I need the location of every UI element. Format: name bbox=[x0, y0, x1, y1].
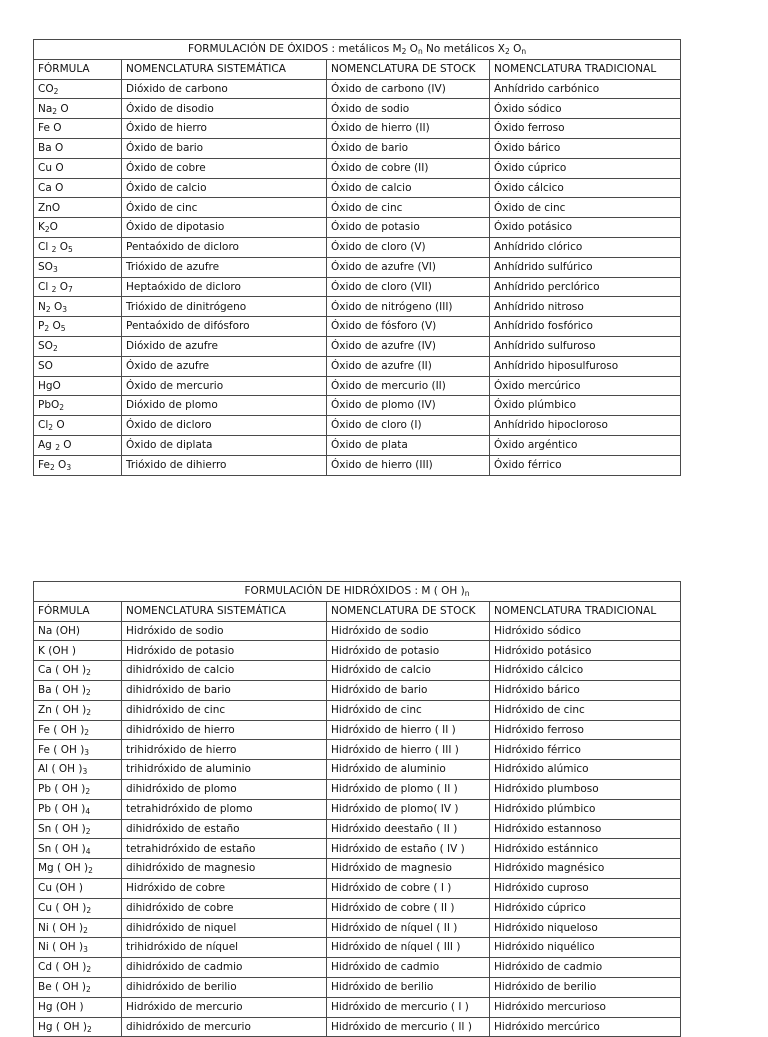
cell-tradicional: Anhídrido sulfuroso bbox=[490, 336, 681, 356]
cell-tradicional: Anhídrido clórico bbox=[490, 237, 681, 257]
hidroxidos-title-row bbox=[34, 582, 681, 602]
cell-tradicional: Hidróxido de cinc bbox=[490, 700, 681, 720]
table-row bbox=[34, 178, 681, 198]
cell-formula: Ni ( OH )$_3$ bbox=[34, 938, 122, 958]
cell-tradicional: Hidróxido mercúrico bbox=[490, 1017, 681, 1037]
cell-stock: Óxido de calcio bbox=[327, 178, 490, 198]
cell-formula: K (OH ) bbox=[34, 641, 122, 661]
cell-sistematica: Hidróxido de potasio bbox=[122, 641, 327, 661]
cell-stock: Hidróxido de sodio bbox=[327, 621, 490, 641]
table-row bbox=[34, 720, 681, 740]
cell-formula: PbO$_2$ bbox=[34, 396, 122, 416]
cell-tradicional: Óxido cúprico bbox=[490, 158, 681, 178]
oxidos-table bbox=[33, 39, 681, 476]
cell-formula: Ca O bbox=[34, 178, 122, 198]
table-row bbox=[34, 661, 681, 681]
cell-sistematica: Trióxido de dihierro bbox=[122, 455, 327, 475]
cell-stock: Óxido de cobre (II) bbox=[327, 158, 490, 178]
cell-formula: Cd ( OH )$_2$ bbox=[34, 958, 122, 978]
cell-sistematica: tetrahidróxido de plomo bbox=[122, 799, 327, 819]
cell-sistematica: Óxido de dicloro bbox=[122, 416, 327, 436]
header-formula: FÓRMULA bbox=[34, 601, 122, 621]
table-row bbox=[34, 396, 681, 416]
header-tradicional: NOMENCLATURA TRADICIONAL bbox=[490, 59, 681, 79]
table-row bbox=[34, 680, 681, 700]
cell-tradicional: Hidróxido estánnico bbox=[490, 839, 681, 859]
cell-tradicional: Óxido de cinc bbox=[490, 198, 681, 218]
cell-formula: $P_2$ $O_5$ bbox=[34, 317, 122, 337]
cell-sistematica: dihidróxido de estaño bbox=[122, 819, 327, 839]
cell-formula: Cu (OH ) bbox=[34, 878, 122, 898]
cell-formula: Ni ( OH )$_2$ bbox=[34, 918, 122, 938]
cell-sistematica: Hidróxido de cobre bbox=[122, 878, 327, 898]
cell-tradicional: Anhídrido sulfúrico bbox=[490, 257, 681, 277]
cell-stock: Óxido de azufre (IV) bbox=[327, 336, 490, 356]
table-row bbox=[34, 257, 681, 277]
cell-stock: Hidróxido de cinc bbox=[327, 700, 490, 720]
cell-sistematica: dihidróxido de cobre bbox=[122, 898, 327, 918]
cell-sistematica: Óxido de mercurio bbox=[122, 376, 327, 396]
cell-tradicional: Hidróxido sódico bbox=[490, 621, 681, 641]
cell-stock: Óxido de potasio bbox=[327, 218, 490, 238]
cell-sistematica: Dióxido de plomo bbox=[122, 396, 327, 416]
cell-stock: Óxido de sodio bbox=[327, 99, 490, 119]
cell-tradicional: Hidróxido cálcico bbox=[490, 661, 681, 681]
table-row bbox=[34, 158, 681, 178]
cell-sistematica: trihidróxido de níquel bbox=[122, 938, 327, 958]
cell-stock: Hidróxido de hierro ( II ) bbox=[327, 720, 490, 740]
cell-stock: Hidróxido de magnesio bbox=[327, 859, 490, 879]
cell-tradicional: Hidróxido mercurioso bbox=[490, 997, 681, 1017]
table-row bbox=[34, 898, 681, 918]
cell-sistematica: tetrahidróxido de estaño bbox=[122, 839, 327, 859]
cell-tradicional: Óxido ferroso bbox=[490, 119, 681, 139]
header-sistematica: NOMENCLATURA SISTEMÁTICA bbox=[122, 601, 327, 621]
header-stock: NOMENCLATURA DE STOCK bbox=[327, 601, 490, 621]
cell-sistematica: dihidróxido de cinc bbox=[122, 700, 327, 720]
cell-formula: Ba ( OH )$_2$ bbox=[34, 680, 122, 700]
cell-tradicional: Hidróxido magnésico bbox=[490, 859, 681, 879]
cell-sistematica: trihidróxido de aluminio bbox=[122, 760, 327, 780]
cell-stock: Hidróxido de plomo( IV ) bbox=[327, 799, 490, 819]
table-row bbox=[34, 79, 681, 99]
cell-tradicional: Hidróxido niqueloso bbox=[490, 918, 681, 938]
cell-sistematica: Óxido de hierro bbox=[122, 119, 327, 139]
table-row bbox=[34, 455, 681, 475]
cell-sistematica: Trióxido de azufre bbox=[122, 257, 327, 277]
table-row bbox=[34, 938, 681, 958]
cell-tradicional: Óxido plúmbico bbox=[490, 396, 681, 416]
cell-formula: Sn ( OH )$_4$ bbox=[34, 839, 122, 859]
cell-tradicional: Hidróxido potásico bbox=[490, 641, 681, 661]
cell-formula: Al ( OH )$_3$ bbox=[34, 760, 122, 780]
table-row bbox=[34, 376, 681, 396]
table-row bbox=[34, 799, 681, 819]
cell-formula: Fe ( OH )$_3$ bbox=[34, 740, 122, 760]
cell-stock: Óxido de azufre (VI) bbox=[327, 257, 490, 277]
cell-formula: $SO_2$ bbox=[34, 336, 122, 356]
cell-formula: $Na_2$ O bbox=[34, 99, 122, 119]
cell-sistematica: dihidróxido de hierro bbox=[122, 720, 327, 740]
cell-tradicional: Hidróxido cuproso bbox=[490, 878, 681, 898]
cell-stock: Óxido de plomo (IV) bbox=[327, 396, 490, 416]
cell-formula: Pb ( OH )$_2$ bbox=[34, 779, 122, 799]
cell-formula: $N_2$ $O_3$ bbox=[34, 297, 122, 317]
cell-formula: Na (OH) bbox=[34, 621, 122, 641]
table-row bbox=[34, 997, 681, 1017]
cell-stock: Hidróxido de berilio bbox=[327, 977, 490, 997]
cell-stock: Hidróxido de cadmio bbox=[327, 958, 490, 978]
cell-sistematica: Pentaóxido de difósforo bbox=[122, 317, 327, 337]
cell-formula: Hg (OH ) bbox=[34, 997, 122, 1017]
cell-sistematica: Dióxido de azufre bbox=[122, 336, 327, 356]
cell-formula: Fe O bbox=[34, 119, 122, 139]
cell-formula: ZnO bbox=[34, 198, 122, 218]
table-row bbox=[34, 317, 681, 337]
oxidos-header-row bbox=[34, 59, 681, 79]
cell-tradicional: Anhídrido hiposulfuroso bbox=[490, 356, 681, 376]
cell-sistematica: Óxido de diplata bbox=[122, 435, 327, 455]
table-row bbox=[34, 198, 681, 218]
cell-stock: Hidróxido de mercurio ( II ) bbox=[327, 1017, 490, 1037]
cell-sistematica: Óxido de calcio bbox=[122, 178, 327, 198]
table-row bbox=[34, 641, 681, 661]
table-row bbox=[34, 119, 681, 139]
cell-tradicional: Anhídrido fosfórico bbox=[490, 317, 681, 337]
table-row bbox=[34, 977, 681, 997]
cell-tradicional: Hidróxido plumboso bbox=[490, 779, 681, 799]
cell-formula: $Fe_2$ $O_3$ bbox=[34, 455, 122, 475]
cell-stock: Óxido de hierro (III) bbox=[327, 455, 490, 475]
cell-sistematica: dihidróxido de bario bbox=[122, 680, 327, 700]
cell-formula: Sn ( OH )$_2$ bbox=[34, 819, 122, 839]
cell-sistematica: Heptaóxido de dicloro bbox=[122, 277, 327, 297]
cell-stock: Hidróxido de cobre ( II ) bbox=[327, 898, 490, 918]
cell-sistematica: dihidróxido de plomo bbox=[122, 779, 327, 799]
header-formula: FÓRMULA bbox=[34, 59, 122, 79]
cell-formula: Cl $_2$ $O_7$ bbox=[34, 277, 122, 297]
table-row bbox=[34, 700, 681, 720]
cell-formula: Ag $_2$ O bbox=[34, 435, 122, 455]
cell-formula: Hg ( OH )$_2$ bbox=[34, 1017, 122, 1037]
cell-formula: $CO_2$ bbox=[34, 79, 122, 99]
table-row bbox=[34, 218, 681, 238]
cell-formula: Mg ( OH )$_2$ bbox=[34, 859, 122, 879]
table-row bbox=[34, 138, 681, 158]
cell-sistematica: Óxido de dipotasio bbox=[122, 218, 327, 238]
cell-tradicional: Hidróxido férrico bbox=[490, 740, 681, 760]
cell-formula: Ba O bbox=[34, 138, 122, 158]
cell-tradicional: Hidróxido bárico bbox=[490, 680, 681, 700]
cell-stock: Hidróxido de níquel ( II ) bbox=[327, 918, 490, 938]
cell-formula: Cl $_2$ $O_5$ bbox=[34, 237, 122, 257]
table-row bbox=[34, 859, 681, 879]
cell-tradicional: Óxido potásico bbox=[490, 218, 681, 238]
cell-tradicional: Anhídrido carbónico bbox=[490, 79, 681, 99]
cell-formula: Cu O bbox=[34, 158, 122, 178]
table-row bbox=[34, 779, 681, 799]
cell-sistematica: dihidróxido de berilio bbox=[122, 977, 327, 997]
cell-stock: Óxido de nitrógeno (III) bbox=[327, 297, 490, 317]
cell-sistematica: Óxido de cinc bbox=[122, 198, 327, 218]
table-row bbox=[34, 99, 681, 119]
cell-stock: Hidróxido de aluminio bbox=[327, 760, 490, 780]
header-sistematica: NOMENCLATURA SISTEMÁTICA bbox=[122, 59, 327, 79]
cell-stock: Hidróxido de estaño ( IV ) bbox=[327, 839, 490, 859]
table-row bbox=[34, 819, 681, 839]
cell-stock: Óxido de carbono (IV) bbox=[327, 79, 490, 99]
table-row bbox=[34, 760, 681, 780]
cell-stock: Hidróxido de mercurio ( I ) bbox=[327, 997, 490, 1017]
cell-sistematica: dihidróxido de cadmio bbox=[122, 958, 327, 978]
header-tradicional: NOMENCLATURA TRADICIONAL bbox=[490, 601, 681, 621]
cell-tradicional: Óxido bárico bbox=[490, 138, 681, 158]
cell-stock: Hidróxido de níquel ( III ) bbox=[327, 938, 490, 958]
table-row bbox=[34, 918, 681, 938]
cell-sistematica: dihidróxido de mercurio bbox=[122, 1017, 327, 1037]
table-row bbox=[34, 297, 681, 317]
cell-stock: Hidróxido de bario bbox=[327, 680, 490, 700]
cell-tradicional: Hidróxido plúmbico bbox=[490, 799, 681, 819]
cell-sistematica: Hidróxido de sodio bbox=[122, 621, 327, 641]
oxidos-title-row bbox=[34, 40, 681, 60]
cell-sistematica: Pentaóxido de dicloro bbox=[122, 237, 327, 257]
cell-formula: Ca ( OH )$_2$ bbox=[34, 661, 122, 681]
hidroxidos-header-row bbox=[34, 601, 681, 621]
table-row bbox=[34, 237, 681, 257]
cell-stock: Óxido de azufre (II) bbox=[327, 356, 490, 376]
cell-stock: Hidróxido de hierro ( III ) bbox=[327, 740, 490, 760]
cell-sistematica: Óxido de azufre bbox=[122, 356, 327, 376]
table-row bbox=[34, 277, 681, 297]
cell-tradicional: Hidróxido niquélico bbox=[490, 938, 681, 958]
cell-stock: Óxido de hierro (II) bbox=[327, 119, 490, 139]
cell-stock: Óxido de cloro (VII) bbox=[327, 277, 490, 297]
cell-stock: Hidróxido de plomo ( II ) bbox=[327, 779, 490, 799]
cell-tradicional: Anhídrido nitroso bbox=[490, 297, 681, 317]
cell-sistematica: dihidróxido de magnesio bbox=[122, 859, 327, 879]
oxidos-title: FORMULACIÓN DE ÓXIDOS : metálicos $M_2$ $O_n$ No metálicos $X_2$ $O_n$ bbox=[34, 40, 681, 60]
cell-stock: Hidróxido de cobre ( I ) bbox=[327, 878, 490, 898]
cell-tradicional: Óxido argéntico bbox=[490, 435, 681, 455]
table-row bbox=[34, 336, 681, 356]
cell-formula: Be ( OH )$_2$ bbox=[34, 977, 122, 997]
cell-formula: SO bbox=[34, 356, 122, 376]
cell-stock: Óxido de cloro (I) bbox=[327, 416, 490, 436]
table-row bbox=[34, 356, 681, 376]
table-row bbox=[34, 958, 681, 978]
cell-formula: Pb ( OH )$_4$ bbox=[34, 799, 122, 819]
cell-sistematica: Trióxido de dinitrógeno bbox=[122, 297, 327, 317]
table-row bbox=[34, 416, 681, 436]
cell-formula: Cu ( OH )$_2$ bbox=[34, 898, 122, 918]
cell-stock: Óxido de plata bbox=[327, 435, 490, 455]
cell-tradicional: Hidróxido cúprico bbox=[490, 898, 681, 918]
cell-sistematica: dihidróxido de calcio bbox=[122, 661, 327, 681]
hidroxidos-title: FORMULACIÓN DE HIDRÓXIDOS : M ( OH )$_n$ bbox=[34, 582, 681, 602]
header-stock: NOMENCLATURA DE STOCK bbox=[327, 59, 490, 79]
cell-tradicional: Hidróxido de berilio bbox=[490, 977, 681, 997]
cell-tradicional: Anhídrido perclórico bbox=[490, 277, 681, 297]
cell-stock: Hidróxido de calcio bbox=[327, 661, 490, 681]
cell-tradicional: Óxido cálcico bbox=[490, 178, 681, 198]
cell-formula: HgO bbox=[34, 376, 122, 396]
cell-tradicional: Hidróxido de cadmio bbox=[490, 958, 681, 978]
table-row bbox=[34, 435, 681, 455]
table-row bbox=[34, 839, 681, 859]
table-row bbox=[34, 878, 681, 898]
cell-sistematica: Óxido de cobre bbox=[122, 158, 327, 178]
cell-stock: Óxido de fósforo (V) bbox=[327, 317, 490, 337]
cell-stock: Óxido de cloro (V) bbox=[327, 237, 490, 257]
cell-stock: Hidróxido de potasio bbox=[327, 641, 490, 661]
cell-formula: $SO_3$ bbox=[34, 257, 122, 277]
hidroxidos-table bbox=[33, 581, 681, 1037]
table-row bbox=[34, 621, 681, 641]
cell-formula: Zn ( OH )$_2$ bbox=[34, 700, 122, 720]
cell-tradicional: Hidróxido ferroso bbox=[490, 720, 681, 740]
cell-stock: Hidróxido deestaño ( II ) bbox=[327, 819, 490, 839]
cell-sistematica: Óxido de bario bbox=[122, 138, 327, 158]
cell-stock: Óxido de bario bbox=[327, 138, 490, 158]
cell-sistematica: Óxido de disodio bbox=[122, 99, 327, 119]
cell-tradicional: Anhídrido hipocloroso bbox=[490, 416, 681, 436]
cell-tradicional: Óxido sódico bbox=[490, 99, 681, 119]
cell-formula: $Cl_2$ O bbox=[34, 416, 122, 436]
table-row bbox=[34, 1017, 681, 1037]
cell-tradicional: Hidróxido alúmico bbox=[490, 760, 681, 780]
cell-tradicional: Hidróxido estannoso bbox=[490, 819, 681, 839]
cell-tradicional: Óxido mercúrico bbox=[490, 376, 681, 396]
cell-formula: Fe ( OH )$_2$ bbox=[34, 720, 122, 740]
cell-stock: Óxido de mercurio (II) bbox=[327, 376, 490, 396]
cell-stock: Óxido de cinc bbox=[327, 198, 490, 218]
table-row bbox=[34, 740, 681, 760]
cell-sistematica: Hidróxido de mercurio bbox=[122, 997, 327, 1017]
cell-sistematica: dihidróxido de niquel bbox=[122, 918, 327, 938]
cell-sistematica: Dióxido de carbono bbox=[122, 79, 327, 99]
cell-tradicional: Óxido férrico bbox=[490, 455, 681, 475]
cell-sistematica: trihidróxido de hierro bbox=[122, 740, 327, 760]
cell-formula: $K_2O$ bbox=[34, 218, 122, 238]
